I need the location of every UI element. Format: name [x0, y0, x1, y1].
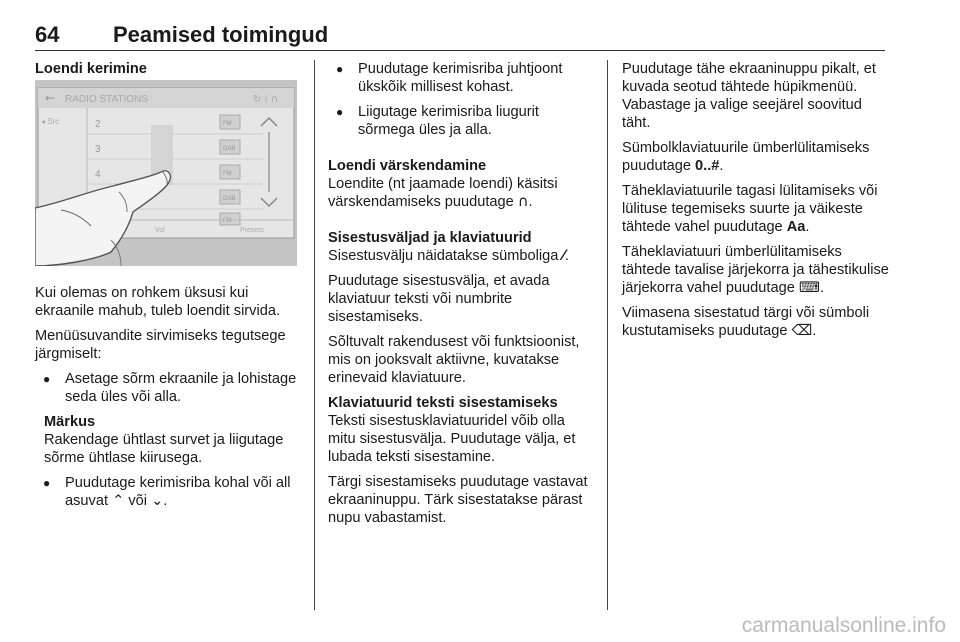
bullet-text: või	[124, 493, 152, 509]
bullet-move-slider: ● Liigutage kerimisriba liugurit sõrmega üles ja alla.	[328, 103, 596, 139]
paragraph-symbol-keyboard: Sümbolklaviatuurile ümberlülitamiseks puudutage 0..#.	[622, 140, 870, 174]
section-input-fields	[328, 229, 596, 527]
paragraph-input-symbol: Sisestusvälju näidatakse sümboliga ⁄.	[328, 247, 569, 264]
note-text: Rakendage ühtlast survet ja liigutage sõrme ühtlase kiirusega.	[44, 432, 284, 466]
section-heading-keyboards: Klaviatuurid teksti sisestamiseks	[328, 395, 558, 411]
note-box	[35, 413, 297, 467]
row-number: 4	[95, 169, 101, 180]
bullet-tap-arrows	[35, 474, 297, 510]
screen-title: RADIO STATIONS	[65, 94, 148, 105]
column-3	[622, 60, 892, 347]
column-divider-1	[314, 60, 315, 610]
page-number: 64	[35, 22, 60, 47]
column-2	[328, 60, 596, 534]
illustration-svg	[35, 80, 297, 266]
header-rule	[35, 50, 885, 51]
chevron-down-icon: ⌄	[151, 492, 164, 509]
chevron-up-icon: ⌃	[112, 492, 125, 509]
refresh-icon: ∩	[517, 193, 529, 210]
symbol-keyboard-icon: 0..#	[695, 158, 720, 174]
preset-label: DAB	[223, 146, 236, 152]
paragraph-keyboards-vary: Sõltuvalt rakendusest või funktsioonist, mis on jooksvalt aktiivne, kuvatakse erinevaid klaviatuure.	[328, 334, 580, 386]
svg-text:◂ Src: ◂ Src	[41, 117, 60, 126]
note-title: Märkus	[44, 414, 96, 430]
bullet-text: Puudutage kerimisriba kohal või all asuvat	[65, 475, 291, 509]
paragraph-more-items: Kui olemas on rohkem üksusi kui ekraanile mahub, tuleb loendit sirvida.	[35, 285, 280, 319]
section-heading-refresh: Loendi värskendamine	[328, 158, 487, 174]
bullet-drag-finger: ● Asetage sõrm ekraanile ja lohistage seda üles või alla.	[35, 370, 297, 406]
row-number: 3	[95, 144, 101, 155]
preset-label: FM	[223, 171, 232, 177]
svg-text:↻ ⁞ ∩: ↻ ⁞ ∩	[253, 94, 279, 105]
paragraph-enter-char: Tärgi sisestamiseks puudutage vastavat ekraaninuppu. Tärk sisestatakse pärast nupu vabastamist.	[328, 474, 588, 526]
section-list-refresh	[328, 157, 596, 211]
paragraph-browse-menu: Menüüsuvandite sirvimiseks tegutsege järgmiselt:	[35, 328, 286, 362]
bullet-tap-guide: ● Puudutage kerimisriba juhtjoont ükskõik millisest kohast.	[328, 60, 596, 96]
row-number: 2	[95, 119, 101, 130]
section-heading-scrolling: Loendi kerimine	[35, 61, 147, 77]
touchscreen-scroll-illustration	[35, 80, 297, 266]
paragraph-delete: Viimasena sisestatud tärgi või sümboli kustutamiseks puudutage ⌫.	[622, 305, 870, 339]
bullet-text: .	[163, 493, 168, 509]
paragraph-alphabetical-order: Täheklaviatuuri ümberlülitamiseks tähtede tavalise järjekorra ja tähestikulise järjekorra vahel puudutage ⌨.	[622, 244, 889, 296]
svg-text:←: ←	[45, 91, 56, 105]
paragraph-refresh: Loendite (nt jaamade loendi) käsitsi värskendamiseks puudutage ∩.	[328, 176, 558, 210]
paragraph-touch-field: Puudutage sisestusvälja, et avada klaviatuur teksti või numbrite sisestamiseks.	[328, 273, 550, 325]
keyboard-icon: ⌨	[798, 279, 820, 296]
preset-label: FM	[223, 121, 232, 127]
paragraph-long-press: Puudutage tähe ekraaninuppu pikalt, et kuvada seotud tähtede hüpikmenüü. Vabastage ja valige seejärel soovitud täht.	[622, 61, 876, 131]
case-toggle-icon: Aa	[786, 219, 806, 235]
backspace-icon: ⌫	[791, 322, 813, 339]
page-header	[35, 22, 329, 48]
page-title: Peamised toimingud	[113, 22, 329, 47]
preset-label: FM	[223, 218, 232, 224]
paragraph-keyboard-fields: Teksti sisestusklaviatuuridel võib olla mitu sisestusvälja. Puudutage välja, et lubada teksti sisestamine.	[328, 413, 576, 465]
column-divider-2	[607, 60, 608, 610]
preset-label: DAB	[223, 196, 236, 202]
section-heading-input: Sisestusväljad ja klaviatuurid	[328, 230, 532, 246]
pen-icon: ⁄	[562, 247, 565, 264]
watermark: carmanualsonline.info	[741, 614, 946, 637]
status-right: Presets	[240, 227, 264, 234]
paragraph-letter-keyboard: Täheklaviatuurile tagasi lülitamiseks või lülituse tegemiseks suurte ja väikeste tähtede vahel puudutage Aa.	[622, 183, 878, 235]
status-left: Vol	[155, 227, 165, 234]
column-1	[35, 60, 297, 517]
